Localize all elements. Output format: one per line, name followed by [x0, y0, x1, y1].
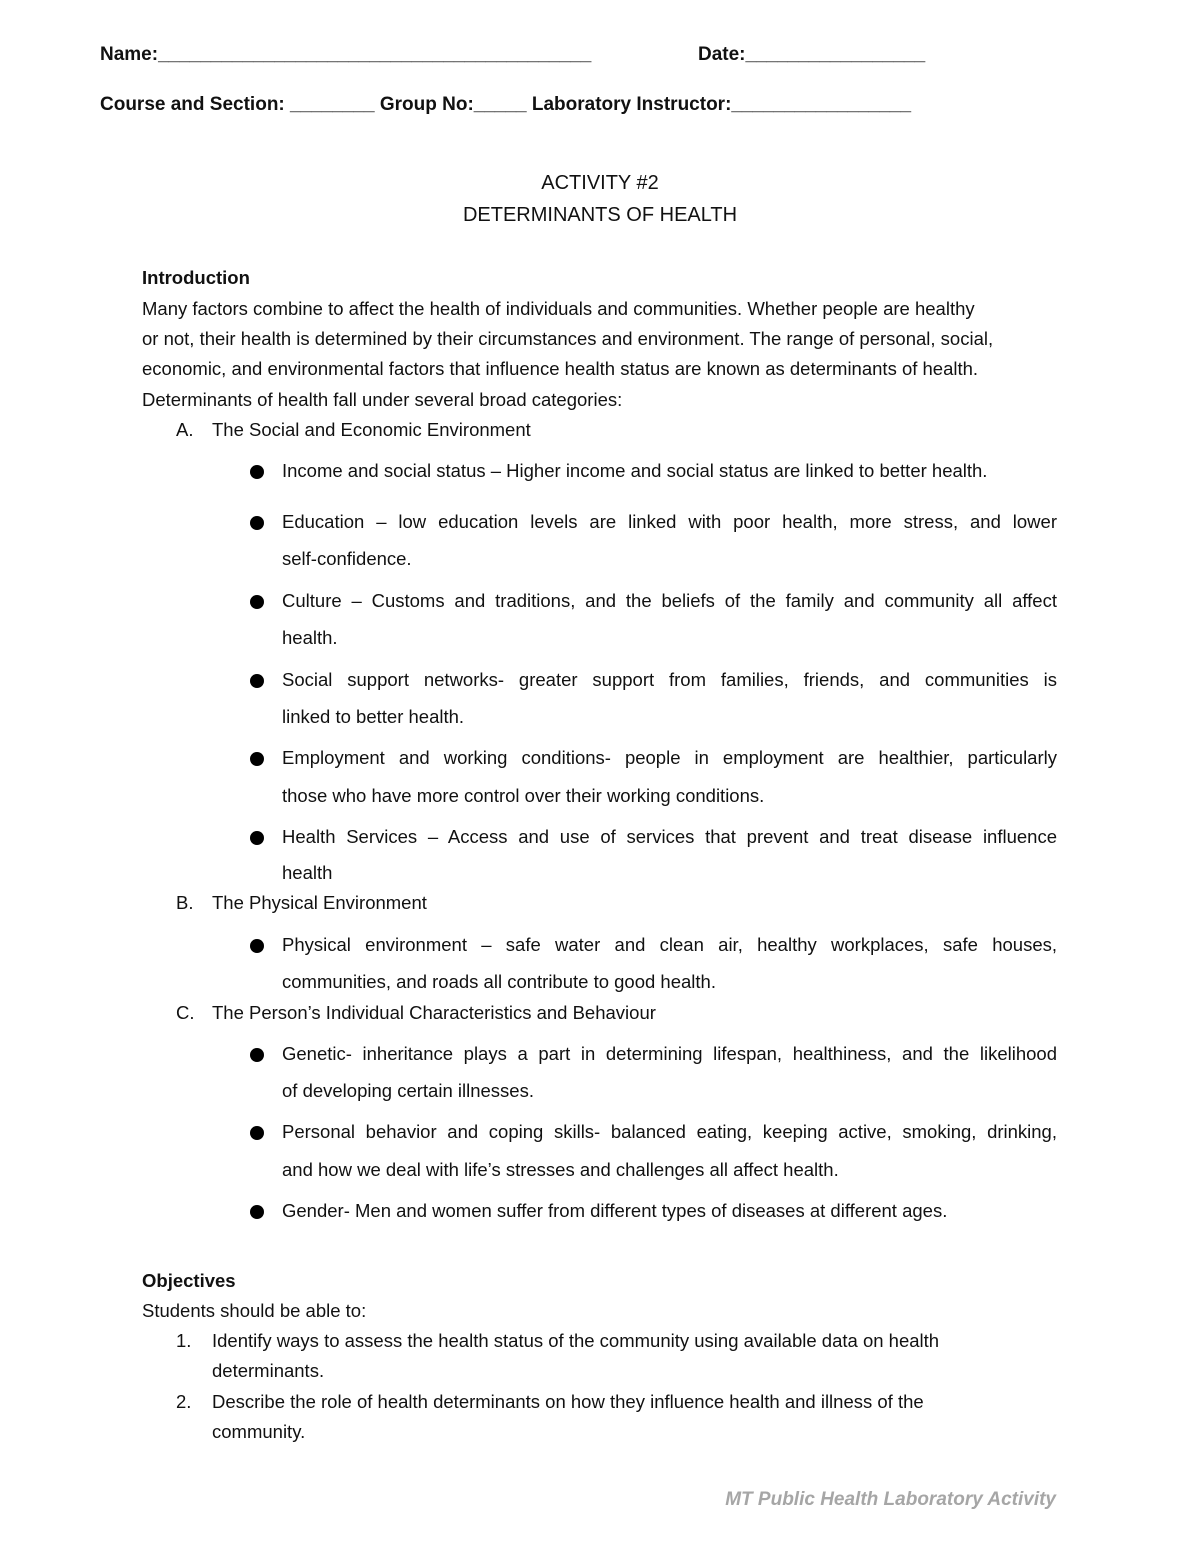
bullet-text: Personal behavior and coping skills- balanced eating, keeping active, smoking, drinking,	[282, 1121, 1057, 1142]
bullet-dot-icon	[250, 1205, 264, 1219]
category-title: The Physical Environment	[212, 892, 427, 913]
bullet-text-continued: those who have more control over their working conditions.	[282, 785, 765, 806]
bullet-dot-icon	[250, 1126, 264, 1140]
bullet-dot-icon	[250, 831, 264, 845]
bullet-text: Culture – Customs and traditions, and the beliefs of the family and community all affect	[282, 590, 1057, 611]
bullet-text-continued: self-confidence.	[282, 548, 412, 569]
bullet-dot-icon	[250, 939, 264, 953]
objectives-lead: Students should be able to:	[142, 1300, 367, 1321]
category-letter: C.	[176, 1002, 195, 1023]
objective-number: 2.	[176, 1391, 192, 1412]
bullet-text-continued: of developing certain illnesses.	[282, 1080, 534, 1101]
category-title: The Social and Economic Environment	[212, 419, 531, 440]
intro-line: Determinants of health fall under several broad categories:	[142, 389, 623, 410]
course-section-line: Course and Section: ________ Group No:_____ Laboratory Instructor:_________________	[100, 94, 912, 115]
page-footer: MT Public Health Laboratory Activity	[725, 1489, 1056, 1510]
category-letter: B.	[176, 892, 194, 913]
objective-text: Describe the role of health determinants on how they influence health and illness of the	[212, 1391, 924, 1412]
date-field-label: Date:_________________	[698, 44, 926, 65]
category-letter: A.	[176, 419, 194, 440]
bullet-dot-icon	[250, 595, 264, 609]
category-title: The Person’s Individual Characteristics and Behaviour	[212, 1002, 656, 1023]
bullet-text: Health Services – Access and use of services that prevent and treat disease influence	[282, 826, 1057, 847]
objective-text-continued: determinants.	[212, 1360, 325, 1381]
bullet-text-continued: linked to better health.	[282, 706, 465, 727]
bullet-dot-icon	[250, 674, 264, 688]
activity-number: ACTIVITY #2	[541, 172, 659, 194]
bullet-text: Employment and working conditions- people in employment are healthier, particularly	[282, 747, 1057, 768]
bullet-text-continued: health.	[282, 627, 338, 648]
bullet-text: Gender- Men and women suffer from different types of diseases at different ages.	[282, 1200, 948, 1221]
name-field-label: Name:_________________________________________	[100, 44, 592, 65]
introduction-heading: Introduction	[142, 267, 250, 288]
bullet-text-continued: health	[282, 862, 333, 883]
bullet-text: Social support networks- greater support from families, friends, and communities is	[282, 669, 1057, 690]
intro-line: or not, their health is determined by their circumstances and environment. The range of personal, social,	[142, 328, 994, 349]
objectives-heading: Objectives	[142, 1270, 236, 1291]
bullet-text: Income and social status – Higher income and social status are linked to better health.	[282, 460, 988, 481]
bullet-dot-icon	[250, 465, 264, 479]
objective-number: 1.	[176, 1330, 192, 1351]
bullet-dot-icon	[250, 752, 264, 766]
objective-text: Identify ways to assess the health status of the community using available data on health	[212, 1330, 940, 1351]
intro-line: Many factors combine to affect the health of individuals and communities. Whether people are healthy	[142, 298, 975, 319]
bullet-text: Physical environment – safe water and clean air, healthy workplaces, safe houses,	[282, 934, 1057, 955]
intro-line: economic, and environmental factors that influence health status are known as determinants of health.	[142, 358, 979, 379]
bullet-dot-icon	[250, 516, 264, 530]
activity-title: DETERMINANTS OF HEALTH	[462, 204, 738, 226]
bullet-dot-icon	[250, 1048, 264, 1062]
bullet-text: Genetic- inheritance plays a part in determining lifespan, healthiness, and the likelihood	[282, 1043, 1057, 1064]
bullet-text-continued: and how we deal with life’s stresses and challenges all affect health.	[282, 1159, 839, 1180]
objective-text-continued: community.	[212, 1421, 306, 1442]
bullet-text-continued: communities, and roads all contribute to good health.	[282, 971, 716, 992]
bullet-text: Education – low education levels are linked with poor health, more stress, and lower	[282, 511, 1057, 532]
